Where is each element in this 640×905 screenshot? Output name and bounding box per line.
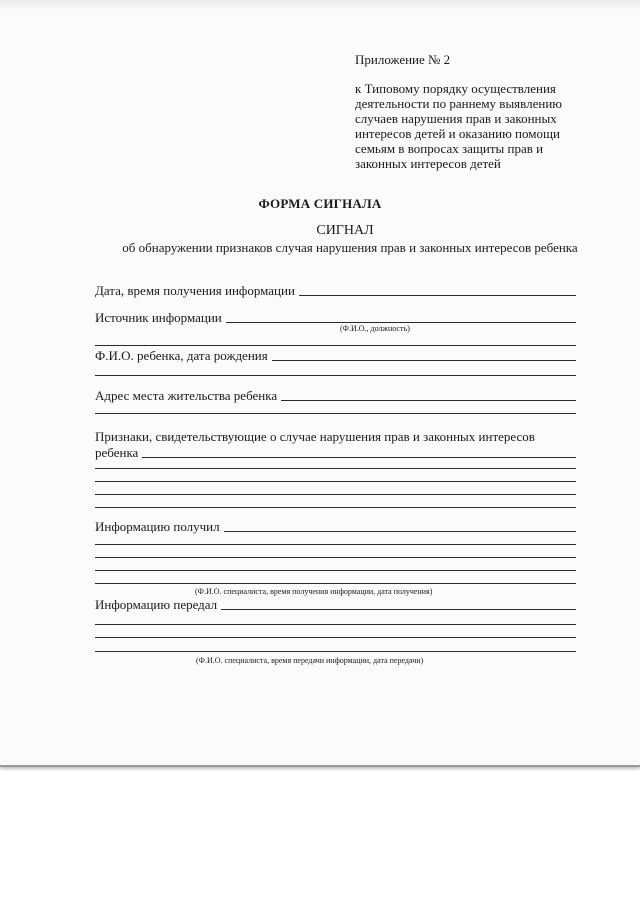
transferred-line[interactable]: [95, 624, 576, 625]
transferred-line[interactable]: [95, 651, 576, 652]
source-row: [95, 310, 576, 325]
received-line[interactable]: [95, 583, 576, 584]
received-line[interactable]: [95, 557, 576, 558]
source-label: Источник информации: [95, 310, 222, 325]
transferred-line[interactable]: [95, 637, 576, 638]
received-row: [95, 519, 576, 534]
source-extra-line[interactable]: [95, 345, 576, 346]
appendix-block: [355, 52, 605, 171]
child-name-label: Ф.И.О. ребенка, дата рождения: [95, 348, 268, 363]
signs-line[interactable]: [95, 507, 576, 508]
appendix-title: Приложение № 2: [355, 52, 451, 67]
received-field[interactable]: [224, 530, 576, 532]
date-time-label: Дата, время получения информации: [95, 283, 295, 298]
received-line[interactable]: [95, 570, 576, 571]
signal-subtitle: об обнаружении признаков случая нарушения прав и законных интересов ребенка: [122, 240, 578, 255]
signs-line[interactable]: [95, 494, 576, 495]
child-address-extra-line[interactable]: [95, 413, 576, 414]
received-line[interactable]: [95, 544, 576, 545]
scan-edge: [0, 0, 640, 10]
signs-label-cont: ребенка: [95, 445, 139, 460]
signs-field[interactable]: [142, 456, 576, 458]
source-caption: (Ф.И.О., должность): [340, 324, 410, 333]
received-caption: (Ф.И.О. специалиста, время получения информации, дата получения): [195, 587, 433, 596]
child-address-row: [95, 388, 576, 403]
date-time-row: [95, 283, 576, 298]
signal-title: СИГНАЛ: [316, 223, 374, 238]
appendix-body: к Типовому порядку осуществления деятельности по раннему выявлению случаев нарушения прав и законных интересов детей и оказанию помощи семьям в вопросах защиты прав и законных интересов детей: [355, 81, 563, 171]
signs-row-1: [95, 429, 576, 444]
child-address-label: Адрес места жительства ребенка: [95, 388, 278, 403]
signs-label: Признаки, свидетельствующие о случае нарушения прав и законных интересов: [95, 429, 535, 444]
transferred-caption: (Ф.И.О. специалиста, время передачи информации, дата передачи): [196, 656, 424, 665]
transferred-row: [95, 597, 576, 612]
signs-line[interactable]: [95, 481, 576, 482]
transferred-label: Информацию передал: [95, 597, 218, 612]
signs-line[interactable]: [95, 468, 576, 469]
form-title: ФОРМА СИГНАЛА: [258, 196, 382, 211]
signs-row-2: [95, 445, 576, 460]
child-name-extra-line[interactable]: [95, 375, 576, 376]
date-time-field[interactable]: [299, 294, 576, 296]
child-name-field[interactable]: [272, 359, 576, 361]
transferred-field[interactable]: [221, 608, 576, 610]
source-field[interactable]: [226, 321, 576, 323]
child-name-row: [95, 348, 576, 363]
child-address-field[interactable]: [281, 399, 576, 401]
received-label: Информацию получил: [95, 519, 220, 534]
